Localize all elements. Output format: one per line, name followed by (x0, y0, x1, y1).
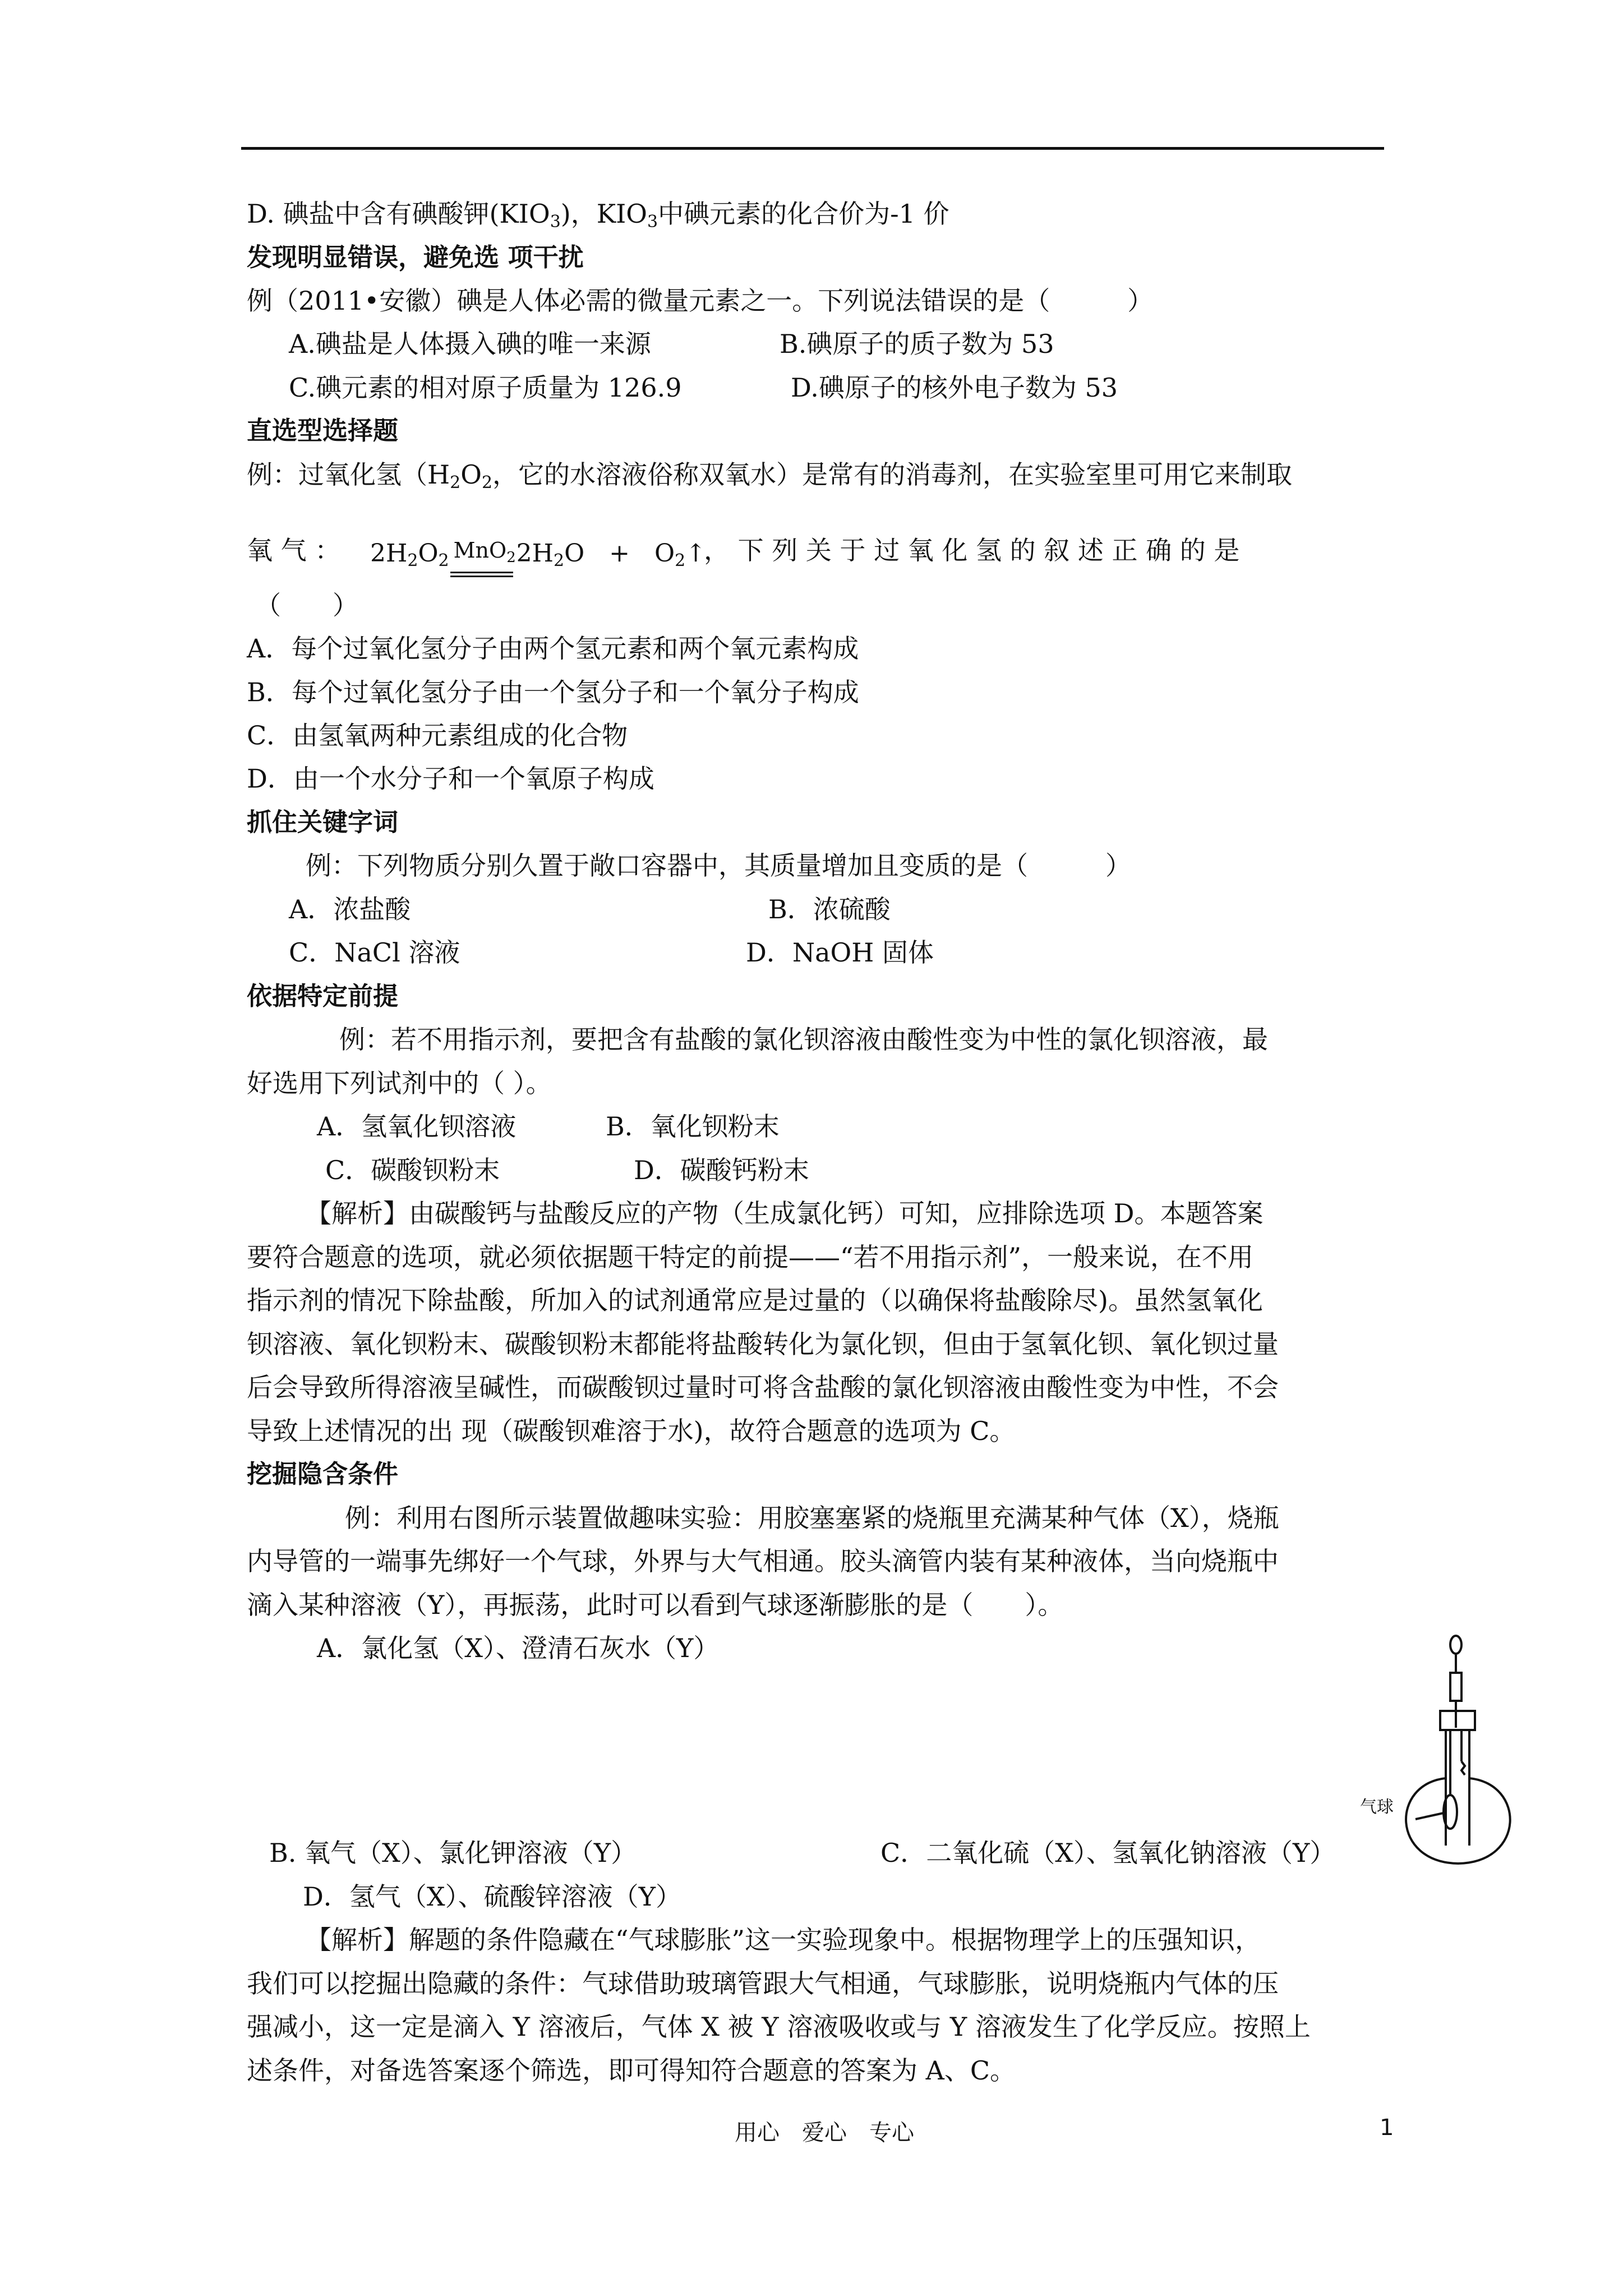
section-heading: 挖掘隐含条件 (247, 1459, 399, 1489)
text-line: 【解析】解题的条件隐藏在“气球膨胀”这一实验现象中。根据物理学上的压强知识， (306, 1925, 1261, 1955)
text-line: D. 碘盐中含有碘酸钾$(KIO_3)$，$KIO_3$中碘元素的化合价为-1 价 (247, 199, 949, 232)
text-line: ， 下 列 关 于 过 氧 化 氢 的 叙 述 正 确 的 是 (704, 535, 1240, 565)
chemical-equation: $2H_2O_2$ MnO$_2$ $2H_2O$ + $O_2↑$ (370, 533, 706, 569)
figure-label: 气球 (1360, 1797, 1394, 1817)
text-line: 内导管的一端事先绑好一个气球，外界与大气相通。胶头滴管内装有某种液体，当向烧瓶中 (247, 1546, 1279, 1576)
text-line: 述条件，对备选答案逐个筛选，即可得知符合题意的答案为 A、C。 (247, 2055, 1016, 2086)
option-a: A．氢氧化钡溶液 (317, 1111, 517, 1142)
option-c: C．二氧化硫（X）、氢氧化钠溶液（Y） (880, 1838, 1336, 1868)
text-line: 强减小，这一定是滴入 Y 溶液后，气体 X 被 Y 溶液吸收或与 Y 溶液发生了化学反应。按照上 (247, 2012, 1311, 2042)
text-line: 指示剂的情况下除盐酸，所加入的试剂通常应是过量的（以确保将盐酸除尽)。虽然氢氧化 (247, 1285, 1263, 1315)
footer-motto: 用心 爱心 专心 (735, 2120, 914, 2146)
text-line: 钡溶液、氧化钡粉末、碳酸钡粉末都能将盐酸转化为氯化钡，但由于氢氧化钡、氧化钡过量 (247, 1329, 1279, 1359)
text-line: 导致上述情况的出 现（碳酸钡难溶于水)，故符合题意的选项为 C。 (247, 1416, 1016, 1446)
option-c: C．NaCl 溶液 (289, 937, 460, 968)
option-a: A.碘盐是人体摄入碘的唯一来源 (289, 329, 651, 359)
text-line: 例：利用右图所示装置做趣味实验：用胶塞塞紧的烧瓶里充满某种气体（X），烧瓶 (345, 1503, 1279, 1533)
text-line: 例（2011•安徽）碘是人体必需的微量元素之一。下列说法错误的是（ ） (247, 286, 1154, 316)
section-heading: 抓住关键字词 (247, 807, 399, 837)
option-d: D.碘原子的核外电子数为 53 (791, 372, 1118, 403)
option-c: C．碳酸钡粉末 (325, 1155, 500, 1185)
text-line: 好选用下列试剂中的（ ）。 (247, 1068, 552, 1098)
page-number: 1 (1380, 2115, 1394, 2141)
text-line: （ ） (255, 590, 358, 620)
text-line: 氧 气 ： (247, 535, 341, 565)
option-b: B．浓硫酸 (768, 894, 891, 924)
section-heading: 直选型选择题 (247, 416, 399, 445)
section-heading: 发现明显错误，避免选 项干扰 (247, 242, 584, 272)
option-d: D．氢气（X）、硫酸锌溶液（Y） (303, 1881, 681, 1912)
text-line: 我们可以挖掘出隐藏的条件：气球借助玻璃管跟大气相通，气球膨胀，说明烧瓶内气体的压 (247, 1968, 1279, 1999)
option-c: C．由氢氧两种元素组成的化合物 (247, 720, 628, 751)
catalyst-label: MnO$_2$ (453, 538, 516, 566)
text-line: 例：若不用指示剂，要把含有盐酸的氯化钡溶液由酸性变为中性的氯化钡溶液，最 (339, 1024, 1268, 1055)
option-a: A．浓盐酸 (289, 894, 411, 924)
text-line: 要符合题意的选项，就必须依据题干特定的前提——“若不用指示剂”，一般来说，在不用 (247, 1242, 1254, 1272)
reaction-equals (450, 572, 513, 577)
header-rule (241, 147, 1384, 150)
text-line: 【解析】由碳酸钙与盐酸反应的产物（生成氯化钙）可知，应排除选项 D。本题答案 (306, 1198, 1264, 1228)
text-line: 后会导致所得溶液呈碱性，而碳酸钡过量时可将含盐酸的氯化钡溶液由酸性变为中性，不会 (247, 1372, 1279, 1402)
option-d: D．由一个水分子和一个氧原子构成 (247, 763, 654, 794)
option-b: B．每个过氧化氢分子由一个氢分子和一个氧分子构成 (247, 677, 859, 707)
option-a: A．氯化氢（X）、澄清石灰水（Y） (317, 1633, 720, 1663)
text-line: 例：下列物质分别久置于敞口容器中，其质量增加且变质的是（ ） (306, 850, 1131, 881)
section-heading: 依据特定前提 (247, 981, 399, 1011)
text-line: 例：过氧化氢（$H_2O_2$，它的水溶液俗称双氧水）是常有的消毒剂，在实验室里可用它来制取 (247, 459, 1293, 493)
option-d: D．碳酸钙粉末 (634, 1155, 809, 1185)
option-b: B. 氧气（X）、氯化钾溶液（Y） (269, 1838, 637, 1868)
option-d: D．NaOH 固体 (746, 937, 934, 968)
flask-apparatus-figure (1357, 1610, 1514, 1868)
option-a: A．每个过氧化氢分子由两个氢元素和两个氧元素构成 (247, 633, 859, 664)
text-line: 滴入某种溶液（Y），再振荡，此时可以看到气球逐渐膨胀的是（ ）。 (247, 1590, 1064, 1620)
option-b: B.碘原子的质子数为 53 (780, 329, 1054, 359)
option-b: B．氧化钡粉末 (606, 1111, 780, 1142)
option-c: C.碘元素的相对原子质量为 126.9 (289, 372, 682, 403)
